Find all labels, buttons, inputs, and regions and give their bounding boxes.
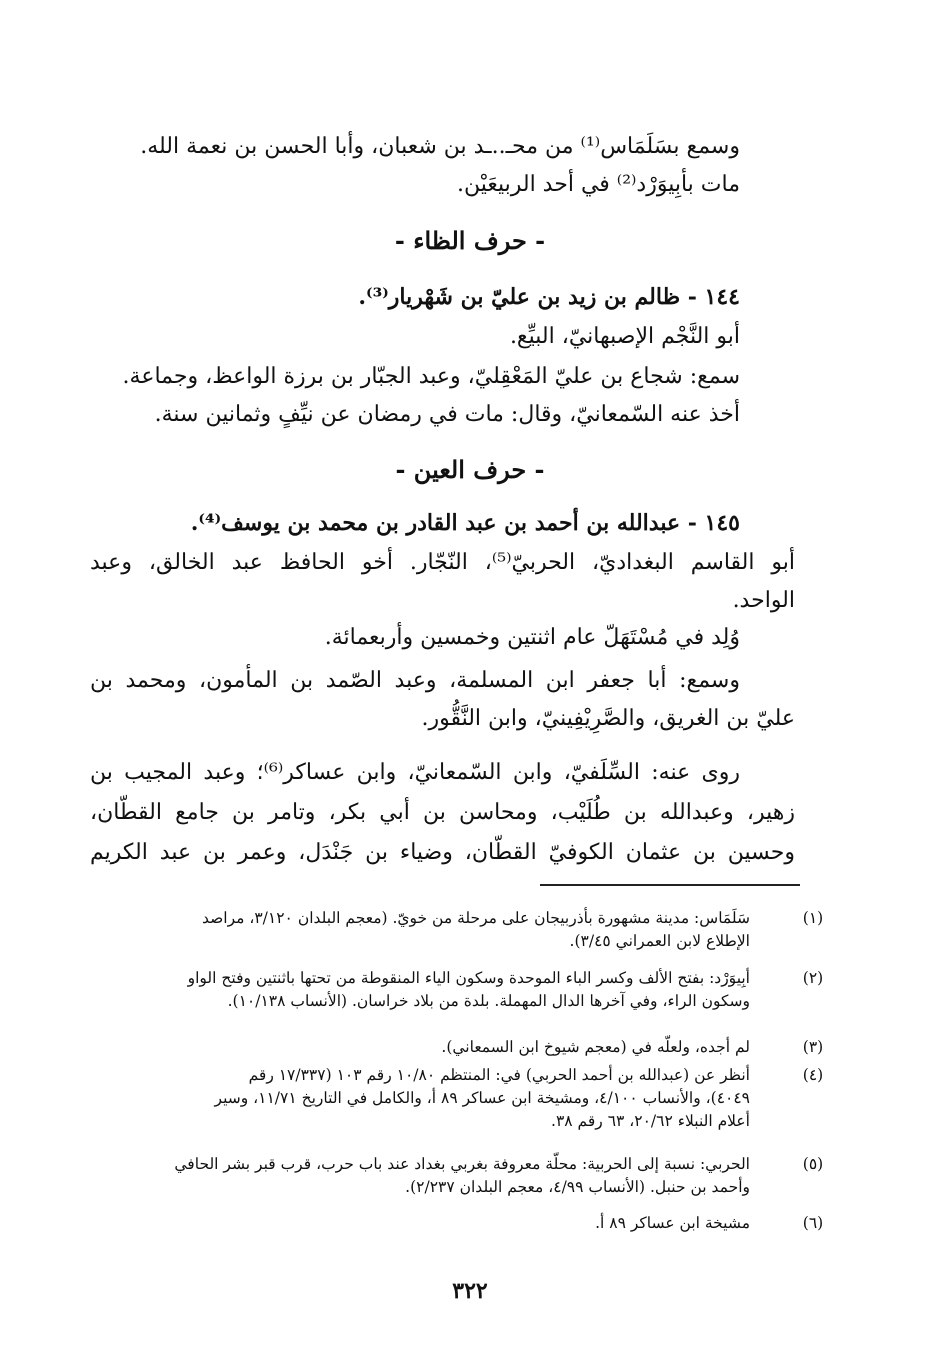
body-line: وحسين بن عثمان الكوفيّ القطّان، وضياء بن جَنْدَل، وعمر بن عبد الكريم [90,840,795,865]
entry-144-title: ١٤٤ - ظالم بن زيد بن عليّ بن شَهْريار⁽³⁾. [358,284,740,310]
page-number: ٣٢٢ [452,1278,488,1304]
body-line: أبو القاسم البغداديّ، الحربيّ⁽⁵⁾، النّجّار. أخو الحافظ عبد الخالق، وعبد [90,550,795,575]
body-line: أخذ عنه السّمعانيّ، وقال: مات في رمضان عن نيِّفٍ وثمانين سنة. [154,402,740,427]
body-line: سمع: شجاع بن عليّ المَعْقِليّ، وعبد الجبّار بن برزة الواعظ، وجماعة. [122,364,740,389]
body-line: وسمع: أبا جعفر ابن المسلمة، وعبد الصّمد بن المأمون، ومحمد بن [90,668,740,693]
entry-145-title: ١٤٥ - عبدالله بن أحمد بن عبد القادر بن محمد بن يوسف⁽⁴⁾. [190,510,740,536]
body-line: عليّ بن الغريق، والصَّرِيْفِينيّ، وابن النَّقُّور. [421,706,795,731]
body-line: وُلِد في مُسْتَهَلّ عام اثنتين وخمسين وأربعمائة. [324,625,740,650]
footnote-separator [540,884,800,886]
body-line: زهير، وعبدالله بن طُلَيْب، ومحاسن بن أبي بكر، وتامر بن جامع القطّان، [90,800,795,825]
body-line: أبو النَّجْم الإصبهانيّ، البيِّع. [509,324,740,349]
body-line: الواحد. [732,588,795,613]
book-page: وسمع بسَلَمَاس⁽¹⁾ من محـ..ـد بن شعبان، وأبا الحسن بن نعمة الله. مات بأبِيوَرْد⁽²⁾ في أحد الربيعَيْن. - حرف الظاء - ١٤٤ - ظالم بن زيد بن عليّ بن شَهْريار⁽³⁾. أبو النَّجْم الإصبهانيّ، البيِّع. سمع: شجاع بن عليّ المَعْقِليّ، وعبد الجبّار بن برزة الواعظ، وجماعة. أخذ عنه السّمعانيّ، وقال: مات في رمضان عن نيِّفٍ وثمانين سنة. - حرف العين - ١٤٥ - عبدالله بن أحمد بن عبد القادر بن محمد بن يوسف⁽⁴⁾. أبو القاسم البغداديّ، الحربيّ⁽⁵⁾، النّجّار. أخو الحافظ عبد الخالق، وعبد الواحد. وُلِد في مُسْتَهَلّ عام اثنتين وخمسين وأربعمائة. وسمع: أبا جعفر ابن المسلمة، وعبد الصّمد بن المأمون، ومحمد بن عليّ بن الغريق، والصَّرِيْفِينيّ، وابن النَّقُّور. روى عنه: السِّلَفيّ، وابن السّمعانيّ، وابن عساكر⁽⁶⁾؛ وعبد المجيب بن زهير، وعبدالله بن طُلَيْب، ومحاسن بن أبي بكر، وتامر بن جامع القطّان، وحسين بن عثمان الكوفيّ القطّان، وضياء بن جَنْدَل، وعمر بن عبد الكريم (١) سَلَمَاس: مدينة مشهورة بأذربيجان على مرحلة من خويّ. (معجم البلدان ٣/١٢٠، مراصد الإطلاع لابن العمراني ٣/٤٥). (٢) أبِيوَرْد: بفتح الألف وكسر الباء الموحدة وسكون الياء المنقوطة من تحتها باثنتين وفتح الواو وسكون الراء، وفي آخرها الدال المهملة. بلدة من بلاد خراسان. (الأنساب ١٠/١٣٨). (٣) لم أجده، ولعلّه في (معجم شيوخ ابن السمعاني). (٤) أنظر عن (عبدالله بن أحمد الحربي) في: المنتظم ١٠/٨٠ رقم ١٠٣ (١٧/٣٣٧ رقم ٤٠٤٩)، والأنساب ٤/١٠٠، ومشيخة ابن عساكر ٨٩ أ، والكامل في التاريخ ١١/٧١، وسير أعلام النبلاء ٢٠/٦٢، ٦٣ رقم ٣٨. (٥) الحربي: نسبة إلى الحربية: محلّة معروفة بغربي بغداد عند باب حرب، قرب قبر بشر الحافي وأحمد بن حنبل. (الأنساب ٤/٩٩، معجم البلدان ٢/٢٣٧). (٦) مشيخة ابن عساكر ٨٩ أ. ٣٢٢ [90,134,824,1304]
body-line: مات بأبِيوَرْد⁽²⁾ في أحد الربيعَيْن. [456,172,740,197]
section-heading-zaa: - حرف الظاء - [394,226,546,255]
body-line: وسمع بسَلَمَاس⁽¹⁾ من محـ..ـد بن شعبان، وأبا الحسن بن نعمة الله. [140,134,740,159]
section-heading-ain: - حرف العين - [395,455,545,484]
body-line: روى عنه: السِّلَفيّ، وابن السّمعانيّ، وابن عساكر⁽⁶⁾؛ وعبد المجيب بن [90,760,740,785]
